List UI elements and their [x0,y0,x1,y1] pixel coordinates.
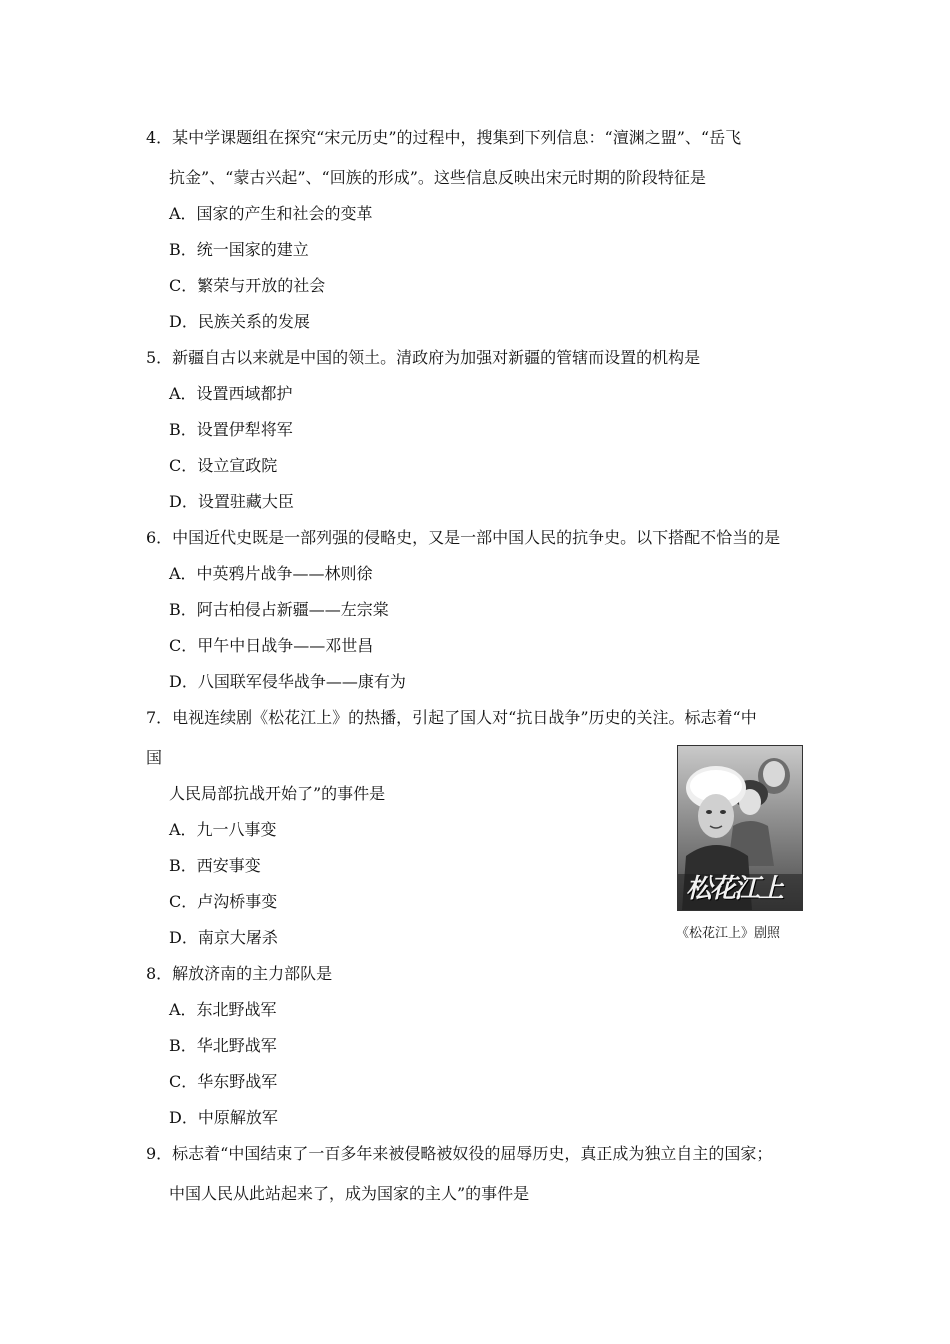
question-stem: 6．中国近代史既是一部列强的侵略史，又是一部中国人民的抗争史。以下搭配不恰当的是 [146,528,781,547]
question-stem: 7．电视连续剧《松花江上》的热播，引起了国人对“抗日战争”历史的关注。标志着“中 [146,708,757,727]
question-stem: 中国人民从此站起来了，成为国家的主人”的事件是 [169,1184,530,1203]
option-d: D．八国联军侵华战争——康有为 [169,672,406,691]
option-a: A．九一八事变 [169,820,277,839]
question-stem: 9．标志着“中国结束了一百多年来被侵略被奴役的屈辱历史，真正成为独立自主的国家； [146,1144,773,1163]
question-stem: 8．解放济南的主力部队是 [146,964,333,983]
option-c: C．卢沟桥事变 [169,892,278,911]
option-b: B．设置伊犁将军 [169,420,293,439]
option-b: B．华北野战军 [169,1036,277,1055]
option-b: B．西安事变 [169,856,261,875]
option-a: A．东北野战军 [169,1000,277,1019]
option-c: C．甲午中日战争——邓世昌 [169,636,374,655]
option-b: B．统一国家的建立 [169,240,309,259]
option-c: C．华东野战军 [169,1072,278,1091]
question-stem: 4．某中学课题组在探究“宋元历史”的过程中，搜集到下列信息：“澶渊之盟”、“岳飞 [146,128,742,147]
option-a: A．国家的产生和社会的变革 [169,204,373,223]
question-stem: 人民局部抗战开始了”的事件是 [169,784,386,803]
option-b: B．阿古柏侵占新疆——左宗棠 [169,600,389,619]
option-d: D．中原解放军 [169,1108,278,1127]
option-d: D．民族关系的发展 [169,312,310,331]
photo-title-text: 松花江上 [686,874,783,904]
drama-still-photo [677,745,803,911]
option-c: C．繁荣与开放的社会 [169,276,326,295]
photo-caption: 《松花江上》剧照 [676,926,781,941]
question-stem: 国 [146,748,163,767]
option-a: A．中英鸦片战争——林则徐 [169,564,373,583]
option-c: C．设立宣政院 [169,456,278,475]
option-a: A．设置西域都护 [169,384,293,403]
option-d: D．南京大屠杀 [169,928,278,947]
option-d: D．设置驻藏大臣 [169,492,294,511]
question-stem: 抗金”、“蒙古兴起”、“回族的形成”。这些信息反映出宋元时期的阶段特征是 [169,168,706,187]
question-stem: 5．新疆自古以来就是中国的领土。清政府为加强对新疆的管辖而设置的机构是 [146,348,701,367]
